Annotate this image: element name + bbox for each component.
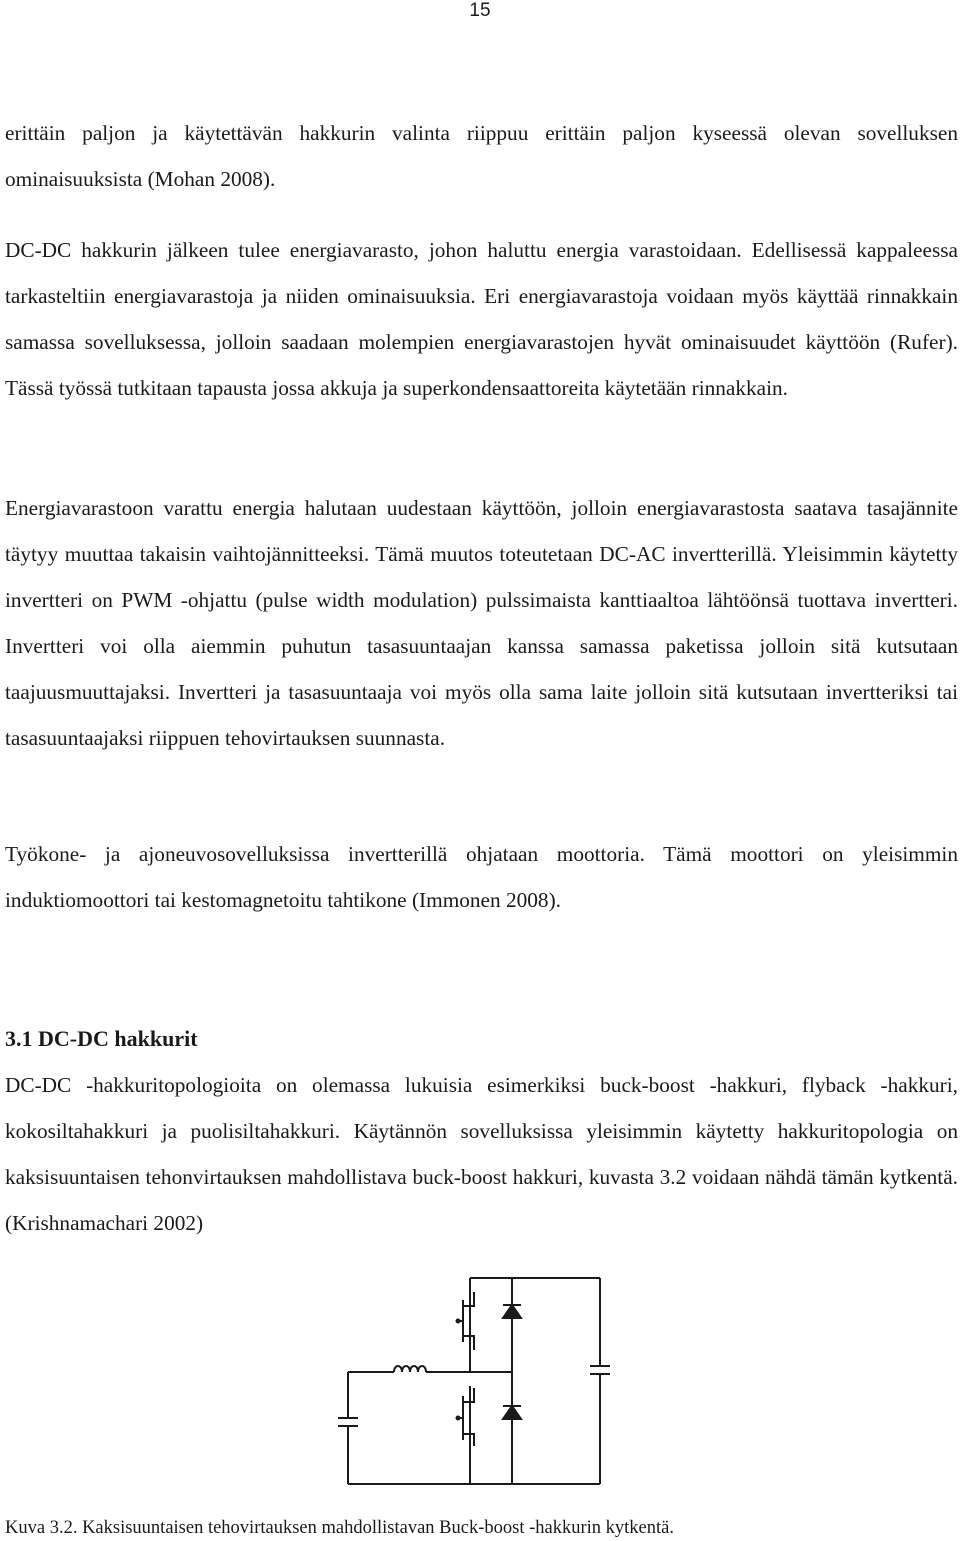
inductor-icon xyxy=(394,1366,426,1372)
mosfet-upper-icon xyxy=(456,1292,474,1350)
capacitor-output-icon xyxy=(590,1366,610,1374)
paragraph-3: Energiavarastoon varattu energia halutaan uudestaan käyttöön, jolloin energiavarastosta saatava tasajännite täytyy muuttaa takaisin vaihtojännitteeksi. Tämä muutos toteutetaan DC-AC invertterillä. Yleisimmin käytetty invertteri on PWM -ohjattu (pulse width modulation) pulssimaista kanttiaaltoa lähtöönsä tuottava invertteri. Invertteri voi olla aiemmin puhutun tasasuuntaajan kanssa samassa paketissa jolloin sitä kutsutaan taajuusmuuttajaksi. Invertteri ja tasasuuntaaja voi myös olla sama laite jolloin sitä kutsutaan invertteriksi tai tasasuuntaajaksi riippuen tehovirtauksen suunnasta. xyxy=(5,496,958,750)
capacitor-input-icon xyxy=(338,1418,358,1426)
diode-upper-icon xyxy=(503,1305,521,1318)
section-heading: 3.1 DC-DC hakkurit xyxy=(5,1026,198,1051)
diode-lower-icon xyxy=(503,1406,521,1419)
mosfet-lower-icon xyxy=(456,1388,474,1446)
paragraph-4: Työkone- ja ajoneuvosovelluksissa invertterillä ohjataan moottoria. Tämä moottori on yleisimmin induktiomoottori tai kestomagnetoitu tahtikone (Immonen 2008). xyxy=(5,842,958,912)
circuit-wires xyxy=(348,1278,600,1484)
buck-boost-circuit-diagram xyxy=(270,1262,630,1492)
paragraph-2: DC-DC hakkurin jälkeen tulee energiavarasto, johon haluttu energia varastoidaan. Edellisessä kappaleessa tarkasteltiin energiavarastoja ja niiden ominaisuuksia. Eri energiavarastoja voidaan myös käyttää rinnakkain samassa sovelluksessa, jolloin saadaan molempien energiavarastojen hyvät ominaisuudet käyttöön (Rufer). Tässä työssä tutkitaan tapausta jossa akkuja ja superkondensaattoreita käytetään rinnakkain. xyxy=(5,238,958,400)
section-paragraph: DC-DC -hakkuritopologioita on olemassa lukuisia esimerkiksi buck-boost -hakkuri, flyback -hakkuri, kokosiltahakkuri ja puolisiltahakkuri. Käytännön sovelluksissa yleisimmin käytetty hakkuritopologia on kaksisuuntaisen tehonvirtauksen mahdollistava buck-boost hakkuri, kuvasta 3.2 voidaan nähdä tämän kytkentä. (Krishnamachari 2002) xyxy=(5,1073,958,1235)
page-number: 15 xyxy=(469,0,491,21)
paragraph-1: erittäin paljon ja käytettävän hakkurin valinta riippuu erittäin paljon kyseessä olevan sovelluksen ominaisuuksista (Mohan 2008). xyxy=(5,121,958,191)
figure-caption: Kuva 3.2. Kaksisuuntaisen tehovirtauksen mahdollistavan Buck-boost -hakkurin kytkentä. xyxy=(5,1518,674,1538)
